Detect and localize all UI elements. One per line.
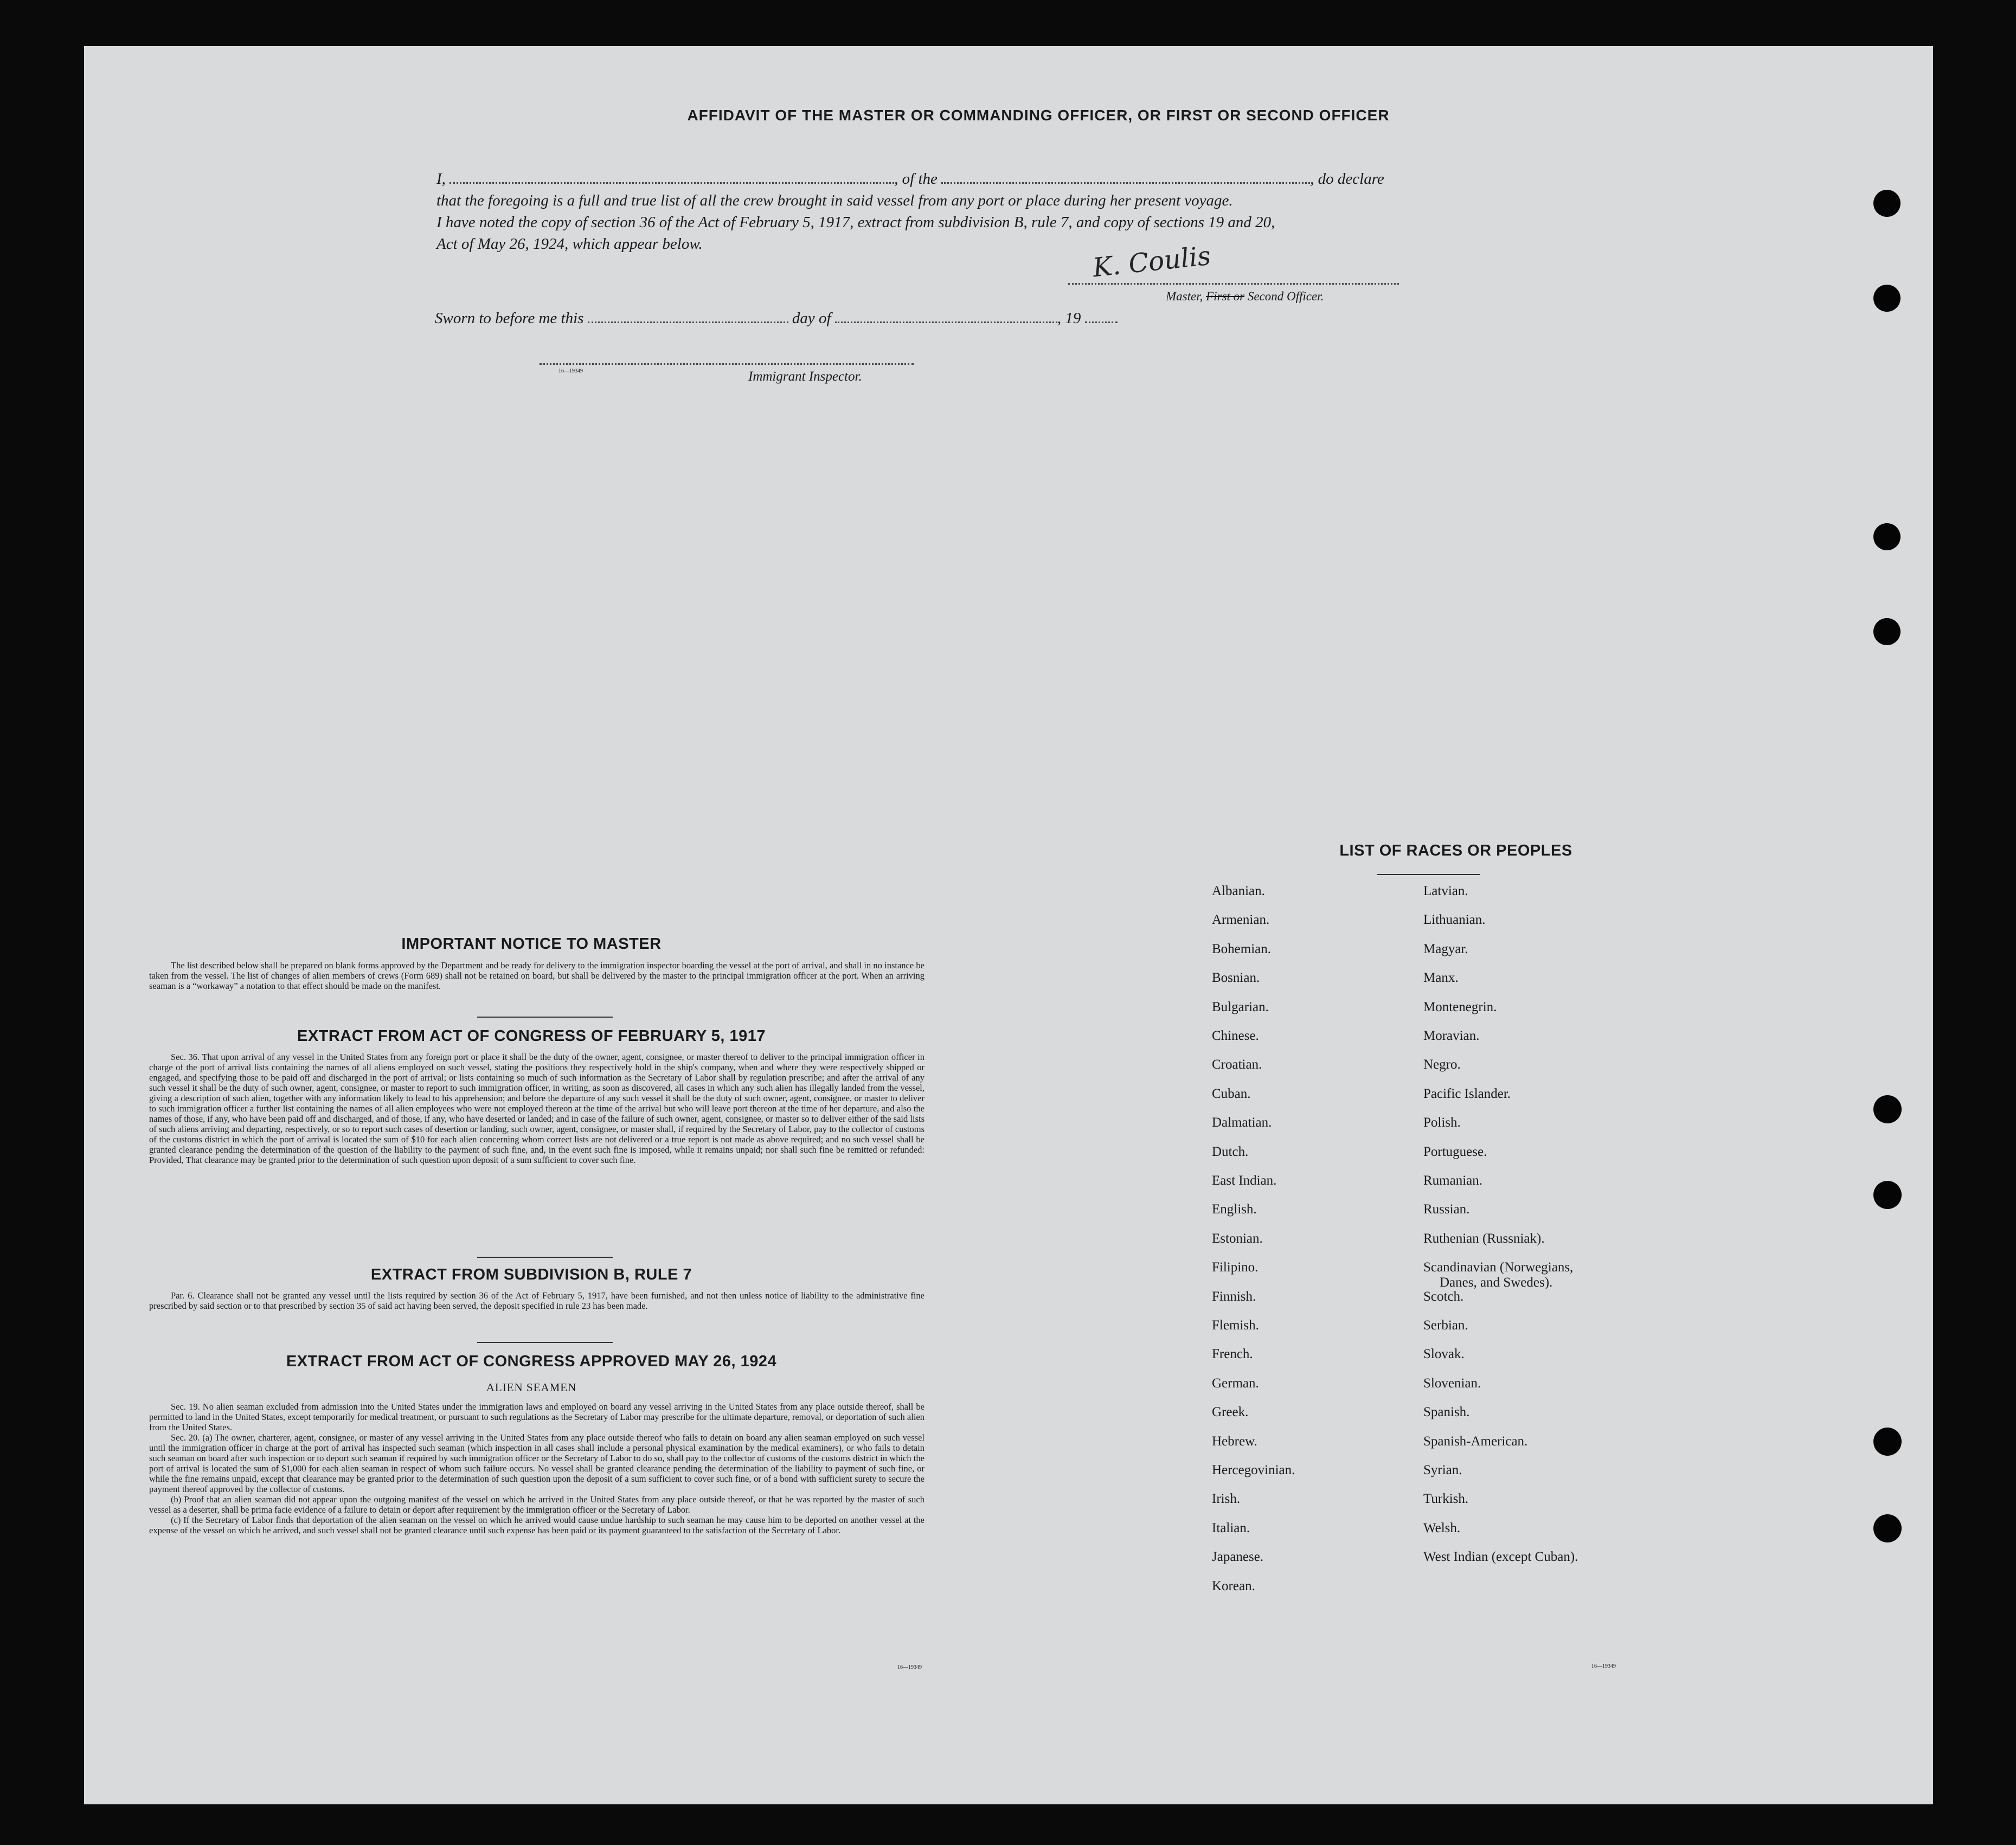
race-item: German. — [1212, 1375, 1259, 1391]
sec-19: Sec. 19. No alien seaman excluded from admission into the United States under the immigration laws and employed on board any vessel arriving in the United States from any place outside thereof, shall be permitted to land in the United States, except temporarily for medical treatment, or pursuant to such regulations as the Secretary of Labor may prescribe for the ultimate departure, removal, or deportation of such alien from the United States. — [149, 1402, 924, 1432]
race-item: Turkish. — [1423, 1492, 1469, 1507]
race-item: Syrian. — [1423, 1463, 1462, 1477]
affidavit-line-2: that the foregoing is a full and true list of all the crew brought in said vessel from any port or place during her present voyage. — [436, 192, 1233, 209]
race-item: Irish. — [1212, 1492, 1241, 1507]
race-item: Croatian. — [1212, 1057, 1262, 1072]
sworn-year-blank — [1085, 308, 1118, 323]
signature-caption — [1166, 286, 1324, 307]
race-item: Scandinavian (Norwegians, — [1423, 1260, 1574, 1275]
race-item: French. — [1212, 1347, 1253, 1362]
affidavit-of-the: , of the — [894, 170, 938, 188]
race-item: Manx. — [1423, 970, 1459, 986]
race-item: Moravian. — [1423, 1028, 1480, 1043]
race-item: Slovak. — [1423, 1347, 1465, 1362]
sworn-day-of: day of — [792, 310, 831, 327]
race-item: Welsh. — [1423, 1520, 1461, 1535]
binder-hole — [1873, 190, 1901, 217]
races-divider — [1377, 874, 1480, 875]
inspector-line — [540, 363, 914, 365]
race-item: Pacific Islander. — [1423, 1086, 1511, 1101]
sec-20b: (b) Proof that an alien seaman did not appear upon the outgoing manifest of the vessel on which he arrived in the United States from any place outside thereof, or that he was reported by the master of such vessel as a deserter, shall be prima facie evidence of a failure to detain or deport after requirement by the immigration officer or the Secretary of Labor. — [149, 1494, 924, 1515]
race-item: East Indian. — [1212, 1173, 1277, 1188]
race-item: Lithuanian. — [1423, 912, 1486, 928]
binder-hole — [1873, 285, 1901, 312]
rule7-body: Par. 6. Clearance shall not be granted any vessel until the lists required by section 36 of the Act of February 5, 1917, have been furnished, and not then unless notice of liability to the administrative fine prescribed by said section or to that prescribed by section 35 of said act having been served, the deposit specified in rule 23 has been made. — [149, 1290, 924, 1311]
extract-1924-title: EXTRACT FROM ACT OF CONGRESS APPROVED MAY 26, 1924 — [286, 1353, 777, 1370]
name-blank — [450, 169, 894, 184]
caption-struck: First or — [1206, 290, 1245, 303]
race-item: Italian. — [1212, 1520, 1250, 1535]
race-item: Bosnian. — [1212, 970, 1260, 986]
form-number-top: 16—19349 — [558, 368, 583, 374]
binder-hole — [1873, 1181, 1902, 1209]
race-item: Japanese. — [1212, 1550, 1264, 1565]
divider-3 — [477, 1342, 613, 1343]
sworn-day-blank — [588, 308, 788, 323]
race-item: Serbian. — [1423, 1318, 1468, 1333]
affidavit-title: AFFIDAVIT OF THE MASTER OR COMMANDING OFFICER, OR FIRST OR SECOND OFFICER — [687, 107, 1390, 124]
form-number-bottom-left: 16—19349 — [897, 1664, 922, 1670]
affidavit-line-4: Act of May 26, 1924, which appear below. — [436, 235, 703, 253]
race-item: Albanian. — [1212, 884, 1265, 898]
binder-hole — [1873, 618, 1901, 645]
race-item: Negro. — [1423, 1057, 1461, 1072]
race-item: Armenian. — [1212, 912, 1270, 928]
sworn-month-blank — [835, 308, 1057, 323]
sworn-prefix: Sworn to before me this — [435, 310, 584, 327]
sec-20a: Sec. 20. (a) The owner, charterer, agent, consignee, or master of any vessel arriving in the United States from any place outside thereof who fails to detain on board any alien seaman employed on such vessel until the immigration officer in charge at the port of arrival has inspected such seaman (which inspection in all cases shall include a personal physical examination by the medical examiners), or who fails to detain such seaman on board after such inspection or to deport such seaman if required by such immigration officer or the Secretary of Labor to do so, shall pay to the collector of customs of the customs district in which the port of arrival is located the sum of $1,000 for each alien seaman in respect of whom such failure occurs. No vessel shall be granted clearance pending the determination of the liability to payment of such fine, or while the fine remains unpaid, except that clearance may be granted prior to the determination of such question upon the deposit of a sum sufficient to cover such fine, or of a bond with sufficient surety to secure the payment thereof approved by the collector of customs. — [149, 1432, 924, 1494]
race-item: Rumanian. — [1423, 1173, 1483, 1188]
caption-master: Master, — [1166, 290, 1206, 303]
race-item: Estonian. — [1212, 1231, 1263, 1246]
notice-body: The list described below shall be prepared on blank forms approved by the Department and be ready for delivery to the immigration inspector boarding the vessel at the port of arrival, and shall in no instance be taken from the vessel. The list of changes of alien members of crews (Form 689) shall not be retained on board, but shall be delivered by the master to the principal immigration officer at the port. When an arriving seaman is a “workaway” a notation to that effect should be made on the manifest. — [149, 960, 924, 991]
extract-1924-body — [149, 1402, 924, 1535]
affidavit-i: I, — [436, 170, 446, 188]
race-item: Danes, and Swedes). — [1440, 1275, 1553, 1290]
sworn-year: , 19 — [1057, 310, 1081, 327]
binder-hole — [1873, 523, 1901, 550]
rule7-title: EXTRACT FROM SUBDIVISION B, RULE 7 — [370, 1266, 692, 1283]
race-item: Chinese. — [1212, 1028, 1259, 1043]
race-item: Hebrew. — [1212, 1433, 1257, 1449]
binder-hole — [1873, 1514, 1902, 1542]
master-signature: K. Coulis — [1091, 240, 1212, 284]
race-item: Dalmatian. — [1212, 1115, 1272, 1130]
caption-second-officer: Second Officer. — [1244, 290, 1324, 303]
binder-hole — [1873, 1428, 1902, 1456]
race-item: Bulgarian. — [1212, 999, 1269, 1014]
vessel-blank — [941, 169, 1310, 184]
race-item: Portuguese. — [1423, 1144, 1487, 1159]
race-item: Bohemian. — [1212, 941, 1272, 956]
race-item: Spanish-American. — [1423, 1433, 1528, 1449]
race-item: Russian. — [1423, 1202, 1470, 1217]
race-item: Scotch. — [1423, 1289, 1464, 1304]
affidavit-statement — [436, 168, 1510, 255]
race-item: Spanish. — [1423, 1405, 1470, 1420]
form-number-races: 16—19349 — [1591, 1663, 1616, 1669]
race-item: West Indian (except Cuban). — [1423, 1550, 1578, 1565]
extract-1924-subtitle: ALIEN SEAMEN — [486, 1381, 577, 1394]
notice-title: IMPORTANT NOTICE TO MASTER — [401, 935, 662, 953]
races-title: LIST OF RACES OR PEOPLES — [1339, 842, 1572, 859]
race-item: Ruthenian (Russniak). — [1423, 1231, 1545, 1246]
race-item: Montenegrin. — [1423, 999, 1497, 1014]
divider-2 — [477, 1257, 613, 1258]
affidavit-line-1 — [436, 168, 1510, 190]
race-item: Magyar. — [1423, 941, 1468, 956]
race-item: Finnish. — [1212, 1289, 1256, 1304]
race-item: Cuban. — [1212, 1086, 1251, 1101]
race-item: Greek. — [1212, 1405, 1249, 1420]
race-item: Flemish. — [1212, 1318, 1259, 1333]
divider-1 — [477, 1017, 613, 1018]
race-item: Polish. — [1423, 1115, 1461, 1130]
inspector-label: Immigrant Inspector. — [748, 369, 862, 384]
race-item: Hercegovinian. — [1212, 1463, 1295, 1477]
race-item: Slovenian. — [1423, 1375, 1481, 1391]
affidavit-line-3: I have noted the copy of section 36 of the Act of February 5, 1917, extract from subdivision B, rule 7, and copy of sections 19 and 20, — [436, 214, 1275, 231]
race-item: Filipino. — [1212, 1260, 1259, 1275]
sworn-line — [435, 307, 1118, 329]
race-item: Korean. — [1212, 1578, 1255, 1593]
extract-1917-body: Sec. 36. That upon arrival of any vessel in the United States from any foreign port or place it shall be the duty of the owner, agent, consignee, or master thereof to deliver to the principal immigration officer in charge of the port of arrival lists containing the names of all aliens employed on such vessel, stating the positions they respectively hold in the ship's company, when and where they were respectively shipped or engaged, and specifying those to be paid off and discharged in the port of arrival; or lists containing so much of such information as the Secretary of Labor shall by regulation prescribe; and after the arrival of any such vessel it shall be the duty of such owner, agent, consignee, or master to report to such immigration officer, in writing, as soon as discovered, all cases in which any such alien has illegally landed from the vessel, giving a description of such alien, together with any information likely to lead to his apprehension; and before the departure of any such vessel it shall be the duty of such owner, agent, consignee, or master to deliver to such immigration officer a further list containing the names of all alien employees who were not employed thereon at the time of the arrival but who will leave port thereon at the time of her departure, and also the names of those, if any, who have been paid off and discharged, and of those, if any, who have deserted or landed; and in case of the failure of such owner, agent, consignee, or master so to deliver either of the said lists of such aliens arriving and departing, respectively, or so to report such cases of desertion or landing, such owner, agent, consignee, or master shall, if required by the Secretary of Labor, pay to the collector of customs of the customs district in which the port of arrival is located the sum of $10 for each alien concerning whom correct lists are not delivered or a true report is not made as above required; and no such vessel shall be granted clearance pending the determination of the question of the liability to the payment of such fine, and, in the event such fine is imposed, while it remains unpaid; nor shall such fine be remitted or refunded: Provided, That clearance may be granted prior to the determination of such question upon deposit of a sum sufficient to cover such fine. — [149, 1052, 924, 1165]
race-item: Dutch. — [1212, 1144, 1249, 1159]
binder-hole — [1873, 1095, 1902, 1123]
manifest-page — [84, 46, 1933, 1804]
affidavit-declare: , do declare — [1310, 170, 1384, 188]
races-list — [1212, 884, 1700, 1664]
sec-20c: (c) If the Secretary of Labor finds that deportation of the alien seaman on the vessel on which he arrived would cause undue hardship to such seaman he may cause him to be deported on another vessel at the expense of the vessel on which he arrived, and such vessel shall not be granted clearance until such expense has been paid or its payment guaranteed to the satisfaction of the Secretary of Labor. — [149, 1515, 924, 1535]
extract-1917-title: EXTRACT FROM ACT OF CONGRESS OF FEBRUARY 5, 1917 — [297, 1027, 766, 1045]
race-item: Latvian. — [1423, 884, 1468, 898]
race-item: English. — [1212, 1202, 1257, 1217]
signature-line — [1068, 283, 1399, 285]
